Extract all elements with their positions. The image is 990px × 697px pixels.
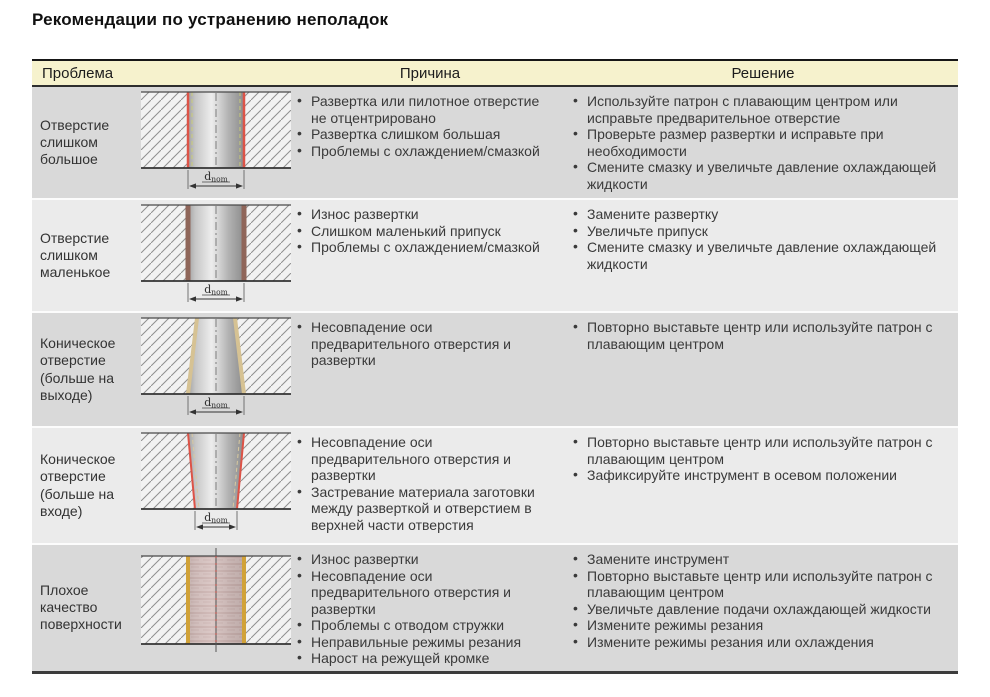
table-row bbox=[32, 311, 958, 426]
problem-label: Коническое отверстие (больше на выходе) bbox=[40, 335, 116, 403]
cause-item: • Несовпадение оси предварительного отверстия и развертки bbox=[294, 568, 546, 618]
problem-cell bbox=[32, 428, 140, 543]
solutions-cell bbox=[568, 428, 958, 543]
solution-item: • Замените инструмент bbox=[570, 551, 940, 568]
problem-cell bbox=[32, 87, 140, 198]
solution-item: • Зафиксируйте инструмент в осевом положении bbox=[570, 467, 940, 484]
causes-list bbox=[294, 93, 546, 159]
cause-item: • Износ развертки bbox=[294, 551, 546, 568]
svg-text:dnom: dnom bbox=[204, 396, 228, 410]
causes-list bbox=[294, 319, 546, 369]
causes-cell bbox=[292, 87, 568, 198]
solutions-cell bbox=[568, 87, 958, 198]
solutions-cell bbox=[568, 313, 958, 426]
solution-item: • Смените смазку и увеличьте давление охлаждающей жидкости bbox=[570, 159, 940, 192]
problem-label: Отверстие слишком маленькое bbox=[40, 229, 111, 281]
diagram-cell bbox=[140, 428, 292, 543]
causes-cell bbox=[292, 428, 568, 543]
cause-item: • Развертка слишком большая bbox=[294, 126, 546, 143]
column-header-problem: Проблема bbox=[42, 64, 114, 82]
hole-cross-section-diagram bbox=[141, 548, 291, 657]
column-header-cause: Причина bbox=[399, 64, 461, 82]
table-body bbox=[32, 87, 958, 671]
hole-cross-section-diagram bbox=[141, 90, 291, 198]
cause-item: • Несовпадение оси предварительного отверстия и развертки bbox=[294, 434, 546, 484]
hole-cross-section-diagram bbox=[141, 316, 291, 424]
solution-item: • Смените смазку и увеличьте давление охлаждающей жидкости bbox=[570, 239, 940, 272]
causes-cell bbox=[292, 545, 568, 671]
cause-item: • Нарост на режущей кромке bbox=[294, 650, 546, 667]
table-row bbox=[32, 87, 958, 198]
causes-list bbox=[294, 206, 546, 256]
causes-cell bbox=[292, 313, 568, 426]
problem-cell bbox=[32, 545, 140, 671]
hole-cross-section-diagram bbox=[141, 431, 291, 539]
solution-item: • Повторно выставьте центр или используйте патрон с плавающим центром bbox=[570, 319, 940, 352]
problem-label: Плохое качество поверхности bbox=[40, 582, 122, 633]
cause-item: • Проблемы с отводом стружки bbox=[294, 617, 546, 634]
solution-item: • Повторно выставьте центр или используйте патрон с плавающим центром bbox=[570, 434, 940, 467]
causes-list bbox=[294, 434, 546, 533]
solution-item: • Измените режимы резания или охлаждения bbox=[570, 634, 940, 651]
diagram-cell bbox=[140, 87, 292, 198]
problem-cell bbox=[32, 313, 140, 426]
solution-item: • Используйте патрон с плавающим центром или исправьте предварительное отверстие bbox=[570, 93, 940, 126]
cause-item: • Проблемы с охлаждением/смазкой bbox=[294, 239, 546, 256]
cause-item: • Износ развертки bbox=[294, 206, 546, 223]
table-row bbox=[32, 426, 958, 543]
svg-text:dnom: dnom bbox=[204, 511, 228, 525]
cause-item: • Неправильные режимы резания bbox=[294, 634, 546, 651]
table-row bbox=[32, 543, 958, 671]
cause-item: • Застревание материала заготовки между разверткой и отверстием в верхней части отверстия bbox=[294, 484, 546, 534]
solution-item: • Измените режимы резания bbox=[570, 617, 940, 634]
problem-label: Отверстие слишком большое bbox=[40, 116, 110, 168]
page-title: Рекомендации по устранению неполадок bbox=[32, 10, 389, 29]
cause-item: • Проблемы с охлаждением/смазкой bbox=[294, 143, 546, 160]
table-header-row bbox=[32, 59, 958, 87]
table-row bbox=[32, 198, 958, 311]
diagram-cell bbox=[140, 200, 292, 311]
solution-item: • Замените развертку bbox=[570, 206, 940, 223]
solution-item: • Увеличьте припуск bbox=[570, 223, 940, 240]
hole-cross-section-diagram bbox=[141, 203, 291, 311]
solution-item: • Увеличьте давление подачи охлаждающей жидкости bbox=[570, 601, 940, 618]
solutions-list bbox=[570, 434, 940, 484]
cause-item: • Слишком маленький припуск bbox=[294, 223, 546, 240]
causes-cell bbox=[292, 200, 568, 311]
troubleshooting-table bbox=[32, 59, 958, 674]
diagram-cell bbox=[140, 313, 292, 426]
solution-item: • Проверьте размер развертки и исправьте при необходимости bbox=[570, 126, 940, 159]
solutions-list bbox=[570, 206, 940, 272]
solutions-list bbox=[570, 551, 940, 650]
cause-item: • Несовпадение оси предварительного отверстия и развертки bbox=[294, 319, 546, 369]
causes-list bbox=[294, 551, 546, 667]
cause-item: • Развертка или пилотное отверстие не отцентрировано bbox=[294, 93, 546, 126]
solutions-list bbox=[570, 93, 940, 192]
solutions-cell bbox=[568, 545, 958, 671]
problem-cell bbox=[32, 200, 140, 311]
solutions-list bbox=[570, 319, 940, 352]
solution-item: • Повторно выставьте центр или используйте патрон с плавающим центром bbox=[570, 568, 940, 601]
column-header-solution: Решение bbox=[731, 64, 795, 82]
diagram-cell bbox=[140, 545, 292, 671]
svg-text:dnom: dnom bbox=[204, 170, 228, 184]
solutions-cell bbox=[568, 200, 958, 311]
problem-label: Коническое отверстие (больше на входе) bbox=[40, 451, 116, 519]
svg-text:dnom: dnom bbox=[204, 283, 228, 297]
